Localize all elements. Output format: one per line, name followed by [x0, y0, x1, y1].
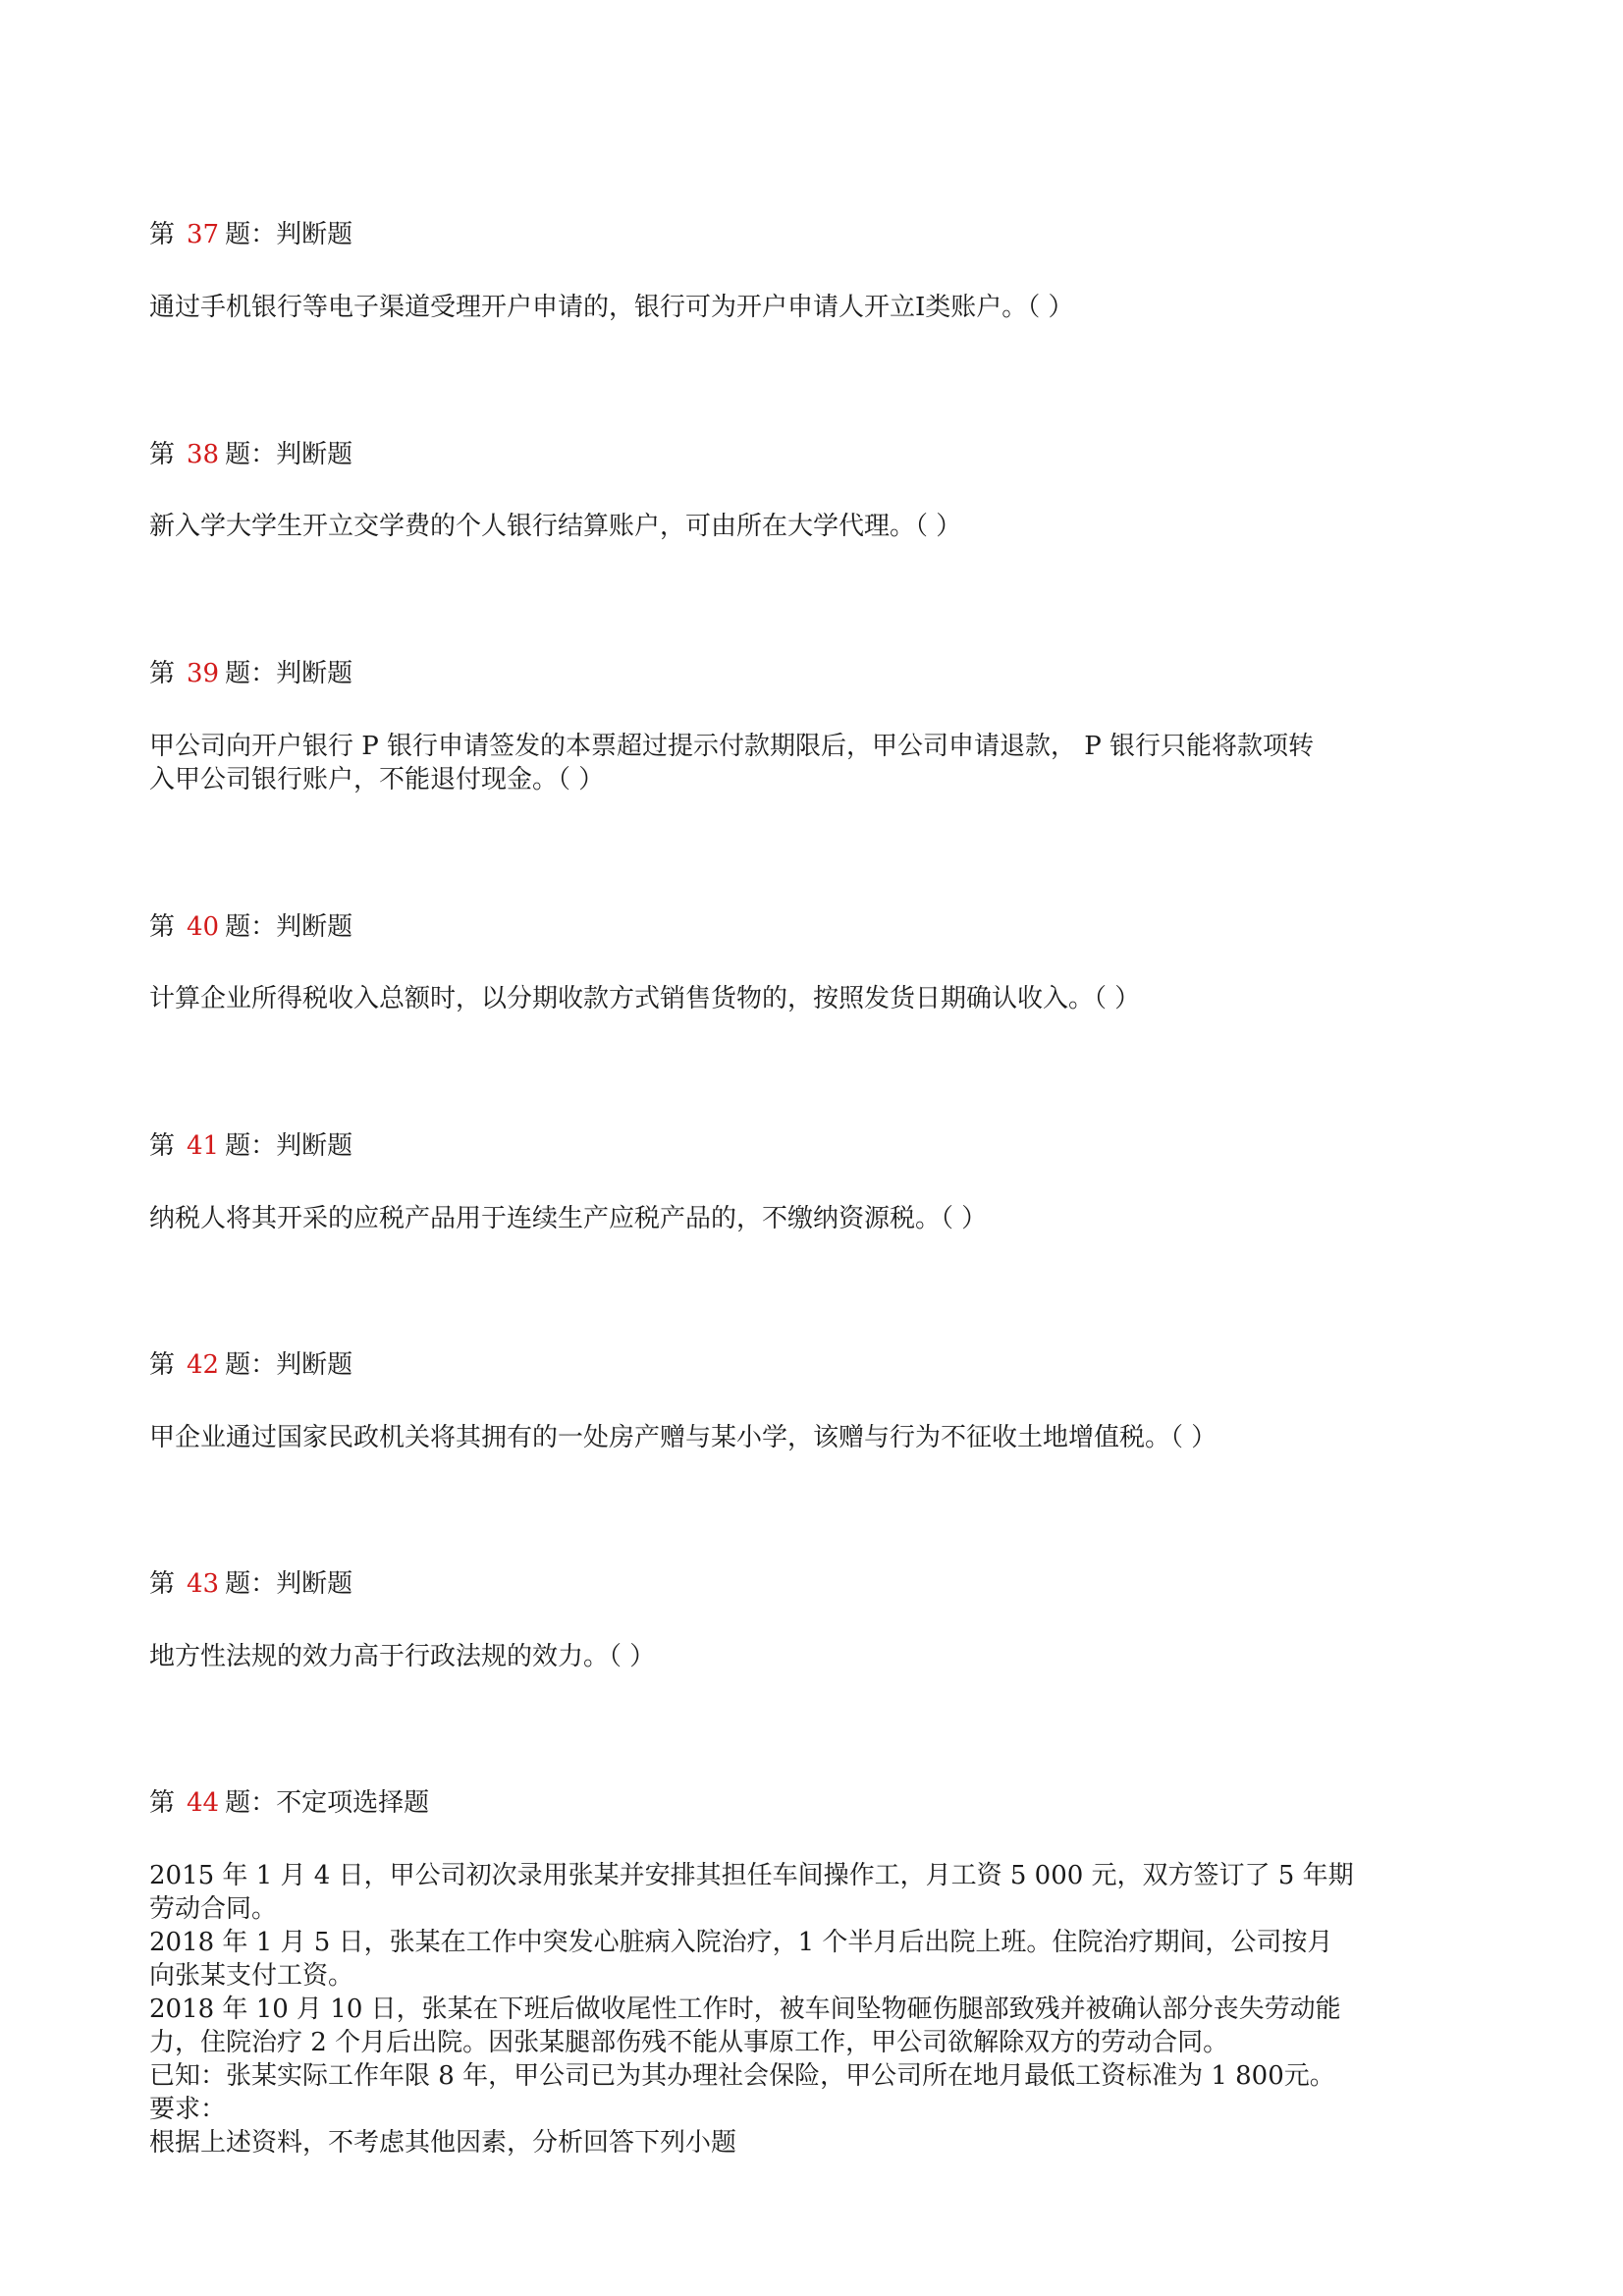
- question-text-line: 劳动合同。: [149, 1894, 278, 1924]
- question-38-body: [149, 510, 1475, 543]
- question-prefix: 第: [149, 440, 176, 469]
- question-number: 42: [187, 1350, 220, 1380]
- question-type: 题：判断题: [225, 1131, 353, 1161]
- question-41-header: [149, 1129, 352, 1163]
- question-text-line: 纳税人将其开采的应税产品用于连续生产应税产品的，不缴纳资源税。（ ）: [149, 1204, 988, 1233]
- question-text-line: 力，住院治疗 2 个月后出院。因张某腿部伤残不能从事原工作，甲公司欲解除双方的劳动合同。: [149, 2028, 1229, 2057]
- question-type: 题：判断题: [225, 1350, 353, 1380]
- question-40-body: [149, 982, 1475, 1015]
- question-prefix: 第: [149, 1350, 176, 1380]
- question-43-body: [149, 1640, 1475, 1673]
- question-39-header: [149, 657, 352, 690]
- question-prefix: 第: [149, 659, 176, 688]
- question-text-line: 计算企业所得税收入总额时，以分期收款方式销售货物的，按照发货日期确认收入。（ ）: [149, 984, 1141, 1013]
- question-type: 题：不定项选择题: [225, 1788, 430, 1818]
- question-type: 题：判断题: [225, 912, 353, 942]
- question-number: 38: [187, 440, 220, 469]
- question-text-line: 入甲公司银行账户，不能退付现金。（ ）: [149, 765, 605, 794]
- question-41-body: [149, 1202, 1475, 1235]
- question-text-line: 2018 年 1 月 5 日，张某在工作中突发心脏病入院治疗，1 个半月后出院上班。住院治疗期间，公司按月: [149, 1928, 1333, 1957]
- question-number: 37: [187, 220, 220, 249]
- question-prefix: 第: [149, 1569, 176, 1599]
- question-prefix: 第: [149, 1788, 176, 1818]
- question-44-header: [149, 1786, 429, 1820]
- question-number: 44: [187, 1788, 220, 1818]
- question-text-line: 根据上述资料，不考虑其他因素，分析回答下列小题: [149, 2128, 737, 2158]
- question-text-line: 向张某支付工资。: [149, 1961, 354, 1991]
- question-text-line: 甲公司向开户银行 P 银行申请签发的本票超过提示付款期限后，甲公司申请退款， P 银行只能将款项转: [149, 732, 1315, 761]
- question-prefix: 第: [149, 912, 176, 942]
- question-text-line: 2018 年 10 月 10 日，张某在下班后做收尾性工作时，被车间坠物砸伤腿部致残并被确认部分丧失劳动能: [149, 1995, 1341, 2024]
- question-number: 43: [187, 1569, 220, 1599]
- question-text-line: 已知：张某实际工作年限 8 年，甲公司已为其办理社会保险，甲公司所在地月最低工资标准为 1 800元。: [149, 2061, 1335, 2091]
- question-text-line: 2015 年 1 月 4 日，甲公司初次录用张某并安排其担任车间操作工，月工资 5 000 元，双方签订了 5 年期: [149, 1861, 1354, 1890]
- question-43-header: [149, 1567, 352, 1601]
- question-text-line: 新入学大学生开立交学费的个人银行结算账户，可由所在大学代理。（ ）: [149, 512, 962, 541]
- question-37-header: [149, 218, 352, 251]
- question-type: 题：判断题: [225, 220, 353, 249]
- question-type: 题：判断题: [225, 659, 353, 688]
- question-37-body: [149, 291, 1475, 324]
- question-44-body: [149, 1859, 1475, 2159]
- question-text-line: 甲企业通过国家民政机关将其拥有的一处房产赠与某小学，该赠与行为不征收土地增值税。（ ）: [149, 1423, 1217, 1452]
- question-text-line: 通过手机银行等电子渠道受理开户申请的，银行可为开户申请人开立Ⅰ类账户。（ ）: [149, 293, 1074, 322]
- question-40-header: [149, 910, 352, 944]
- question-42-body: [149, 1421, 1475, 1454]
- question-type: 题：判断题: [225, 440, 353, 469]
- question-42-header: [149, 1348, 352, 1382]
- question-number: 40: [187, 912, 220, 942]
- question-text-line: 地方性法规的效力高于行政法规的效力。（ ）: [149, 1642, 656, 1671]
- question-38-header: [149, 438, 352, 471]
- question-text-line: 要求：: [149, 2095, 227, 2124]
- question-prefix: 第: [149, 1131, 176, 1161]
- question-number: 39: [187, 659, 220, 688]
- question-prefix: 第: [149, 220, 176, 249]
- question-type: 题：判断题: [225, 1569, 353, 1599]
- question-39-body: [149, 730, 1475, 796]
- question-number: 41: [187, 1131, 220, 1161]
